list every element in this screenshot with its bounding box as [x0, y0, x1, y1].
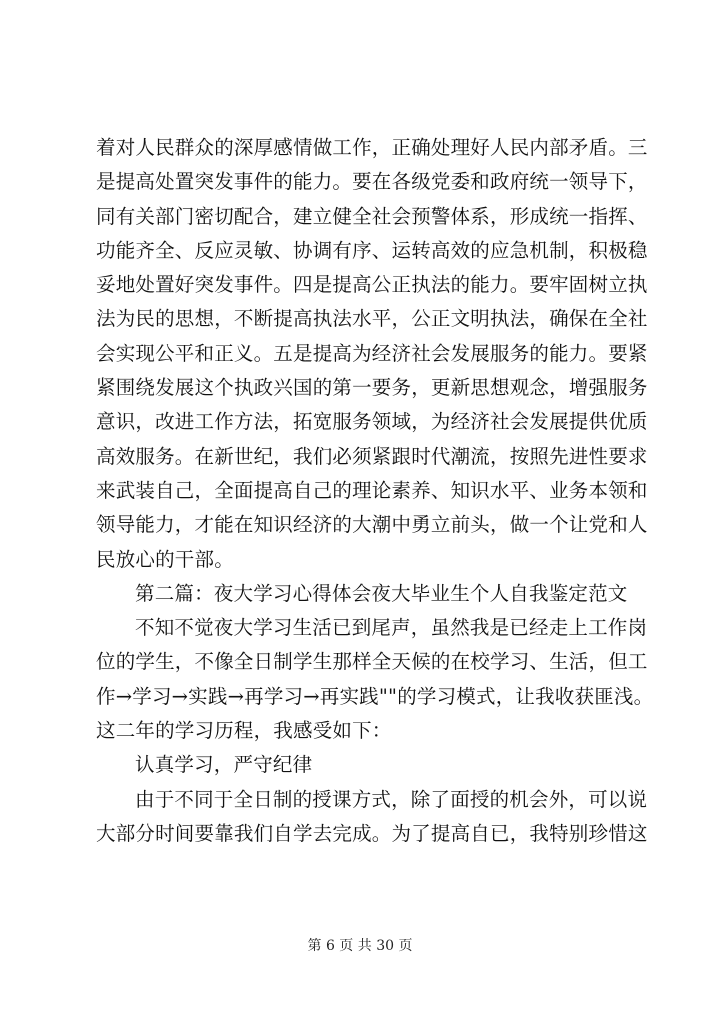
- text-line: 会实现公平和正义。五是提高为经济社会发展服务的能力。要紧: [96, 341, 648, 365]
- text-line: 由于不同于全日制的授课方式，除了面授的机会外，可以说: [135, 787, 648, 811]
- text-line: 作→学习→实践→再学习→再实践""的学习模式，让我收获匪浅。: [96, 684, 654, 708]
- text-line: 妥地处置好突发事件。四是提高公正执法的能力。要牢固树立执: [96, 273, 648, 297]
- text-line: 功能齐全、反应灵敏、协调有序、运转高效的应急机制，积极稳: [96, 238, 648, 262]
- document-body: [96, 131, 654, 851]
- text-line: 意识，改进工作方法，拓宽服务领域，为经济社会发展提供优质: [96, 410, 648, 434]
- text-line: 来武装自己，全面提高自己的理论素养、知识水平、业务本领和: [96, 478, 648, 502]
- page-footer: 第 6 页 共 30 页: [307, 938, 413, 954]
- text-line: 位的学生，不像全日制学生那样全天候的在校学习、生活，但工: [96, 650, 648, 674]
- text-line: 不知不觉夜大学习生活已到尾声，虽然我是已经走上工作岗: [135, 616, 648, 640]
- text-line: 同有关部门密切配合，建立健全社会预警体系，形成统一指挥、: [96, 204, 648, 228]
- text-line: 紧围绕发展这个执政兴国的第一要务，更新思想观念，增强服务: [96, 376, 648, 400]
- text-line: 法为民的思想，不断提高执法水平，公正文明执法，确保在全社: [96, 307, 648, 331]
- subheading: 认真学习，严守纪律: [135, 753, 313, 777]
- text-line: 高效服务。在新世纪，我们必须紧跟时代潮流，按照先进性要求: [96, 444, 648, 468]
- text-line: 领导能力，才能在知识经济的大潮中勇立前头，做一个让党和人: [96, 513, 648, 537]
- section-title: 第二篇：夜大学习心得体会夜大毕业生个人自我鉴定范文: [135, 581, 628, 605]
- text-line: 着对人民群众的深厚感情做工作，正确处理好人民内部矛盾。三: [96, 136, 648, 159]
- text-line: 大部分时间要靠我们自学去完成。为了提高自已，我特别珍惜这: [96, 821, 648, 845]
- text-line: 是提高处置突发事件的能力。要在各级党委和政府统一领导下，: [96, 170, 648, 194]
- text-line: 民放心的干部。: [96, 547, 234, 571]
- text-line: 这二年的学习历程，我感受如下：: [96, 719, 392, 743]
